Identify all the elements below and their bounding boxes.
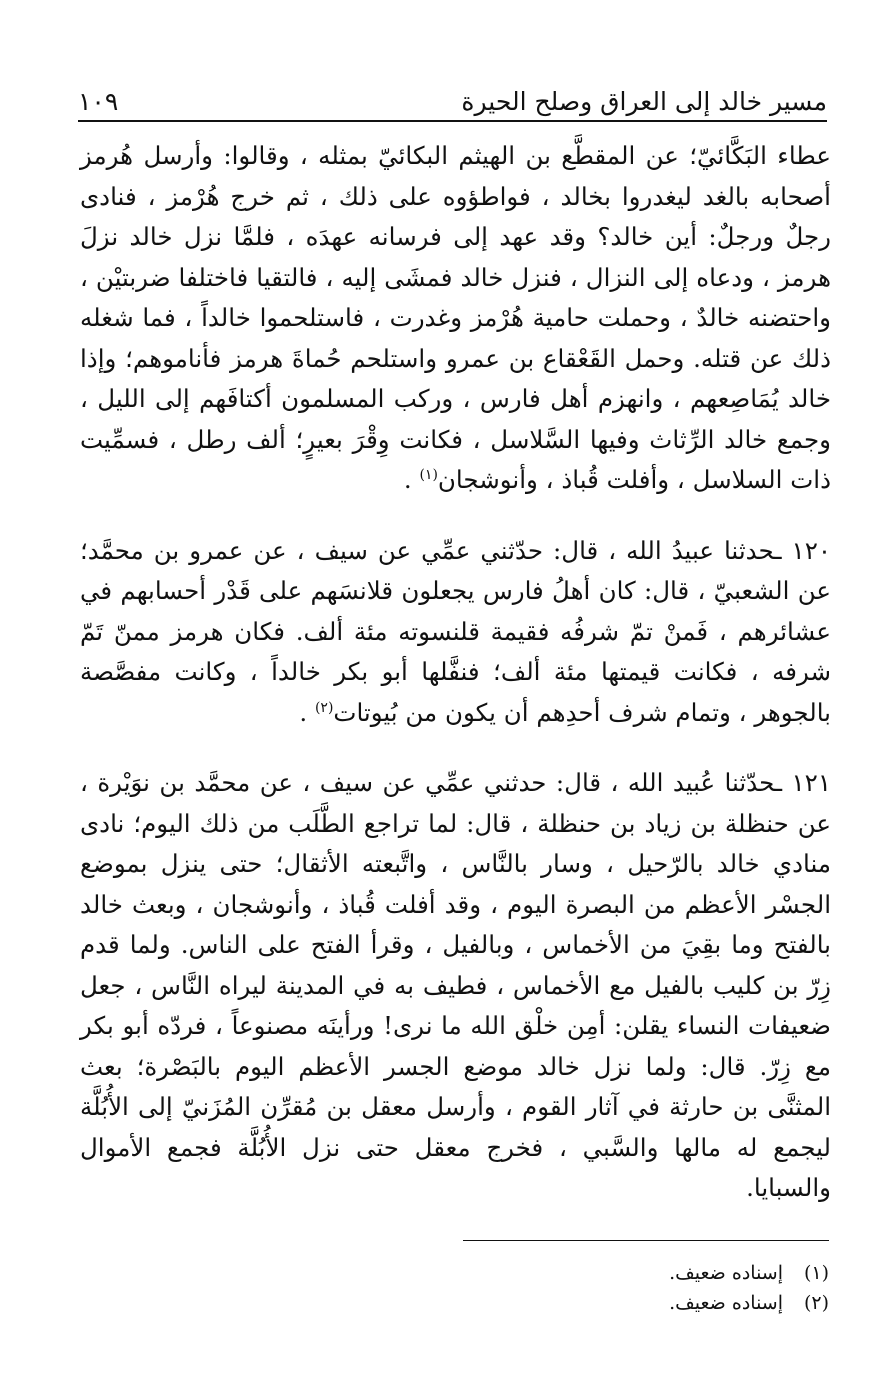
footnote — [429, 1288, 829, 1318]
footnote-ref: (١) — [419, 466, 438, 483]
paragraph-text: حدّثنا عُبيد الله ، قال: حدثني عمِّي عن سيف ، عن محمَّد بن نوَيْرة ، عن حنظلة بن زياد بن حنظلة ، قال: لما تراجع الطَّلَب من ذلك اليوم؛ نادى منادي خالد بالرّحيل ، وسار بالنَّاس ، واتَّبعته الأثقال؛ حتى ينزل بموضع الجسْر الأعظم من البصرة اليوم ، وقد أفلت قُباذ ، وأنوشجان ، وبعث خالد بالفتح وما بقِيَ من الأخماس ، وبالفيل ، وقرأ الفتح على الناس. ولما قدم زِرّ بن كليب بالفيل مع الأخماس ، فطيف به في المدينة ليراه النَّاس ، جعل ضعيفات النساء يقلن: أمِن خلْق الله ما نرى! ورأينَه مصنوعاً ، فردّه أبو بكر مع زِرّ. قال: ولما نزل خالد موضع الجسر الأعظم اليوم بالبَصْرة؛ بعث المثنَّى بن حارثة في آثار القوم ، وأرسل معقل بن مُقرِّن المُزَنيّ إلى الأُبُلَّة ليجمع له مالها والسَّبي ، فخرج معقل حتى نزل الأُبُلَّة فجمع الأموال والسبايا. — [80, 768, 831, 1202]
footnote — [429, 1258, 829, 1288]
paragraph-number: ١٢٠ ـ — [774, 535, 832, 565]
footnote-ref: (٢) — [314, 699, 334, 716]
paragraph-end: . — [299, 697, 315, 727]
chapter-title: مسير خالد إلى العراق وصلح الحيرة — [461, 87, 827, 116]
main-text — [80, 136, 831, 1209]
paragraph-text: عطاء البَكَّائيّ؛ عن المقطَّع بن الهيثم البكائيّ بمثله ، وقالوا: وأرسل هُرمز أصحابه بالغد ليغدروا بخالد ، فواطؤوه على ذلك ، ثم خرج هُرْمز ، فنادى رجلٌ ورجلٌ: أين خالد؟ وقد عهد إلى فرسانه عهدَه ، فلمَّا نزل خالد نزلَ هرمز ، ودعاه إلى النزال ، فنزل خالد فمشَى إليه ، فالتقيا فاختلفا ضربتيْن ، واحتضنه خالدٌ ، وحملت حامية هُرْمز وغدرت ، فاستلحموا خالداً ، فما شغله ذلك عن قتله. وحمل القَعْقاع بن عمرو واستلحم حُماةَ هرمز فأناموهم؛ وإذا خالد يُمَاصِعهم ، وانهزم أهل فارس ، وركب المسلمون أكتافَهم إلى الليل ، وجمع خالد الرِّثاث وفيها السَّلاسل ، فكانت وِقْرَ بعيرٍ؛ ألف رطل ، فسمِّيت ذات السلاسل ، وأفلت قُباذ ، وأنوشجان — [80, 141, 831, 494]
footnote-divider — [463, 1240, 829, 1241]
header-divider — [78, 120, 827, 122]
paragraph — [80, 136, 831, 501]
page-number: ١٠٩ — [78, 87, 119, 116]
paragraph-number: ١٢١ ـ — [774, 768, 831, 797]
footnote-text: إسناده ضعيف. — [669, 1262, 783, 1284]
footnotes — [429, 1258, 829, 1318]
paragraph — [80, 763, 831, 1209]
footnote-text: إسناده ضعيف. — [669, 1292, 783, 1314]
footnote-mark: (١) — [803, 1262, 829, 1284]
paragraph-end: . — [403, 465, 420, 494]
paragraph-text: حدثنا عبيدُ الله ، قال: حدّثني عمِّي عن سيف ، عن عمرو بن محمَّد؛ عن الشعبيّ ، قال: كان أهلُ فارس يجعلون قلانسَهم على قَدْر أحسابهم في عشائرهم ، فَمنْ تمّ شرفُه فقيمة قلنسوته مئة ألف. فكان هرمز ممنّ تَمّ شرفه ، فكانت قيمتها مئة ألف؛ فنفَّلها أبو بكر خالداً ، وكانت مفصَّصة بالجوهر ، وتمام شرف أحدِهم أن يكون من بُيوتات — [80, 535, 831, 727]
footnote-mark: (٢) — [803, 1292, 829, 1314]
paragraph — [80, 531, 831, 734]
running-header — [78, 74, 827, 116]
